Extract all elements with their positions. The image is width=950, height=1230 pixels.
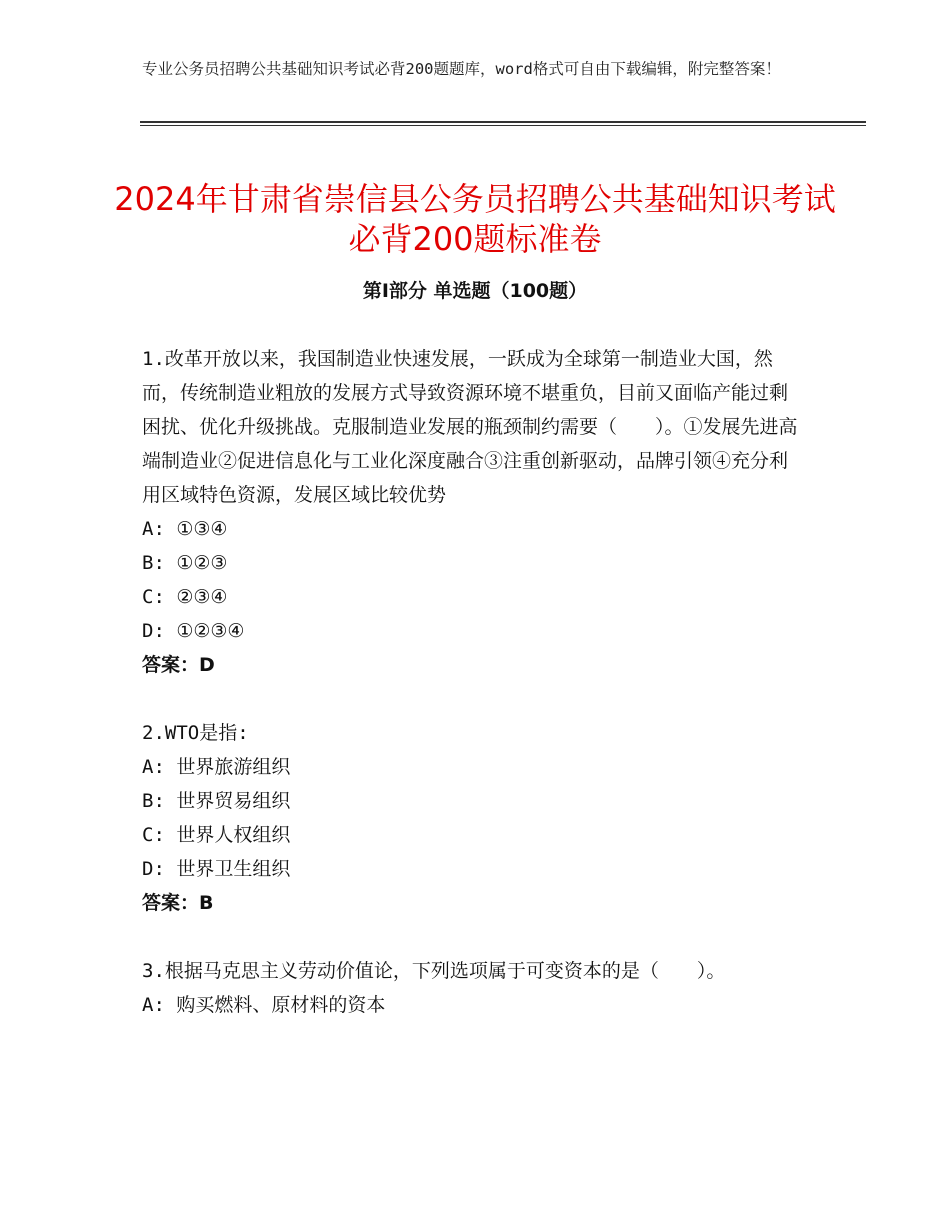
option-a: A: ①③④ xyxy=(142,518,228,540)
section-title: 第Ⅰ部分 单选题（100题） xyxy=(362,280,588,302)
header-divider-thin xyxy=(140,125,866,126)
question-3 xyxy=(142,954,802,1022)
option-c: C: 世界人权组织 xyxy=(142,824,291,846)
option-d: D: ①②③④ xyxy=(142,620,245,642)
question-stem: 1.改革开放以来，我国制造业快速发展，一跃成为全球第一制造业大国，然而，传统制造业粗放的发展方式导致资源环境不堪重负，目前又面临产能过剩困扰、优化升级挑战。克服制造业发展的瓶颈制约需要（ ）。①发展先进高端制造业②促进信息化与工业化深度融合③注重创新驱动，品牌引领④充分利用区域特色资源，发展区域比较优势 xyxy=(142,348,798,506)
document-title: 2024年甘肃省崇信县公务员招聘公共基础知识考试必背200题标准卷 xyxy=(114,180,836,259)
question-stem: 2.WTO是指: xyxy=(142,722,249,744)
question-list xyxy=(142,342,802,1056)
question-1 xyxy=(142,342,802,682)
question-stem: 3.根据马克思主义劳动价值论，下列选项属于可变资本的是（ ）。 xyxy=(142,960,726,982)
answer: 答案：B xyxy=(142,892,214,914)
option-a: A: 世界旅游组织 xyxy=(142,756,291,778)
question-2 xyxy=(142,716,802,920)
option-d: D: 世界卫生组织 xyxy=(142,858,291,880)
option-b: B: 世界贸易组织 xyxy=(142,790,291,812)
header-note: 专业公务员招聘公共基础知识考试必背200题题库，word格式可自由下载编辑，附完整答案！ xyxy=(142,60,781,78)
option-b: B: ①②③ xyxy=(142,552,228,574)
answer: 答案：D xyxy=(142,654,215,676)
option-c: C: ②③④ xyxy=(142,586,228,608)
option-a: A: 购买燃料、原材料的资本 xyxy=(142,994,386,1016)
header-divider-thick xyxy=(140,121,866,123)
